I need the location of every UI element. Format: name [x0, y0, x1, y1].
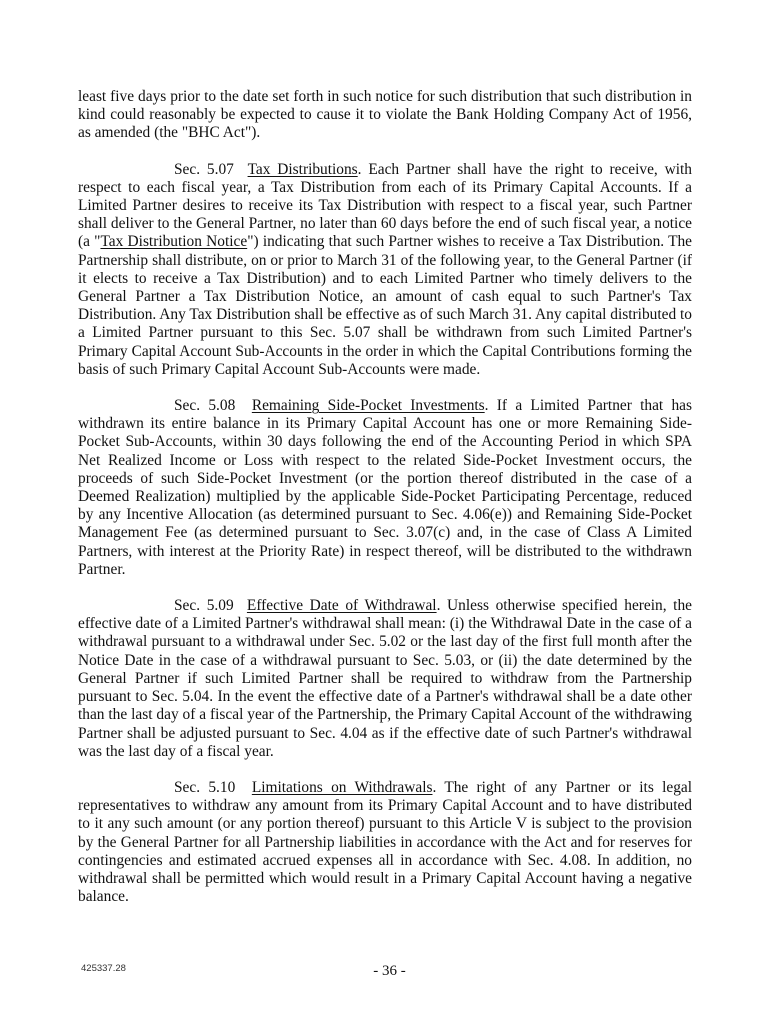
page-number: - 36 - — [373, 963, 406, 979]
section-title: Remaining Side-Pocket Investments — [251, 397, 485, 415]
section-number: Sec. 5.10 — [174, 778, 236, 796]
paragraph-text: . Each Partner shall have the right to receive, with respect to each fiscal year, a Tax Distribution from each of its Primary Capital Accounts. If a Limited Partner desires to receive its Tax Distribution with respect to a fiscal year, such Partner shall deliver to the General Partner, no later than 60 days before the end of such fiscal year, a notice (a " — [78, 160, 692, 251]
paragraph-sec-5-07 — [78, 161, 692, 379]
paragraph-sec-5-08 — [78, 397, 692, 579]
paragraph-continuation — [78, 88, 692, 143]
section-number: Sec. 5.08 — [174, 397, 236, 415]
paragraph-text: least five days prior to the date set forth in such notice for such distribution that such distribution in kind could reasonably be expected to cause it to violate the Bank Holding Company Act of 1956, as amended (the "BHC Act"). — [78, 88, 692, 142]
section-title: Tax Distributions — [247, 160, 358, 178]
paragraph-text: . The right of any Partner or its legal representatives to withdraw any amount from its Primary Capital Account and to have distributed to it any such amount (or any portion thereof) pursuant to this Article V is subject to the provision by the General Partner for all Partnership liabilities in accordance with the Act and for reserves for contingencies and estimated accrued expenses all in accordance with Sec. 4.08. In addition, no withdrawal shall be permitted which would result in a Primary Capital Account having a negative balance. — [78, 778, 692, 906]
paragraph-text: . Unless otherwise specified herein, the effective date of a Limited Partner's withdrawal shall mean: (i) the Withdrawal Date in the case of a withdrawal pursuant to a withdrawal under Sec. 5.02 or the last day of the first full month after the Notice Date in the case of a withdrawal pursuant to Sec. 5.03, or (ii) the date determined by the General Partner if such Limited Partner shall be required to withdraw from the Partnership pursuant to Sec. 5.04. In the event the effective date of a Partner's withdrawal shall be a date other than the last day of a fiscal year of the Partnership, the Primary Capital Account of the withdrawing Partner shall be adjusted pursuant to Sec. 4.04 as if the effective date of such Partner's withdrawal was the last day of a fiscal year. — [78, 597, 692, 760]
paragraph-text: ") indicating that such Partner wishes to receive a Tax Distribution. The Partnership shall distribute, on or prior to March 31 of the following year, to the General Partner (if it elects to receive a Tax Distribution) and to each Limited Partner who timely delivers to the General Partner a Tax Distribution Notice, an amount of cash equal to such Partner's Tax Distribution. Any Tax Distribution shall be effective as of such March 31. Any capital distributed to a Limited Partner pursuant to this Sec. 5.07 shall be withdrawn from such Limited Partner's Primary Capital Account Sub-Accounts in the order in which the Capital Contributions forming the basis of such Primary Capital Account Sub-Accounts were made. — [78, 233, 692, 378]
paragraph-sec-5-10 — [78, 779, 692, 906]
section-number: Sec. 5.09 — [174, 597, 234, 615]
section-title: Effective Date of Withdrawal — [246, 597, 437, 615]
defined-term: Tax Distribution Notice — [100, 233, 248, 251]
paragraph-text: . If a Limited Partner that has withdrawn its entire balance in its Primary Capital Account has one or more Remaining Side-Pocket Sub-Accounts, within 30 days following the end of the Accounting Period in which SPA Net Realized Income or Loss with respect to the related Side-Pocket Investment occurs, the proceeds of such Side-Pocket Investment (or the portion thereof distributed in the case of a Deemed Realization) multiplied by the applicable Side-Pocket Participating Percentage, reduced by any Incentive Allocation (as determined pursuant to Sec. 4.06(e)) and Remaining Side-Pocket Management Fee (as determined pursuant to Sec. 3.07(c) and, in the case of Class A Limited Partners, with interest at the Priority Rate) in respect thereof, will be distributed to the withdrawn Partner. — [78, 397, 693, 578]
document-id: 425337.28 — [81, 963, 126, 974]
document-body — [78, 88, 692, 924]
section-title: Limitations on Withdrawals — [251, 778, 433, 796]
paragraph-sec-5-09 — [78, 597, 692, 761]
section-number: Sec. 5.07 — [174, 160, 234, 178]
